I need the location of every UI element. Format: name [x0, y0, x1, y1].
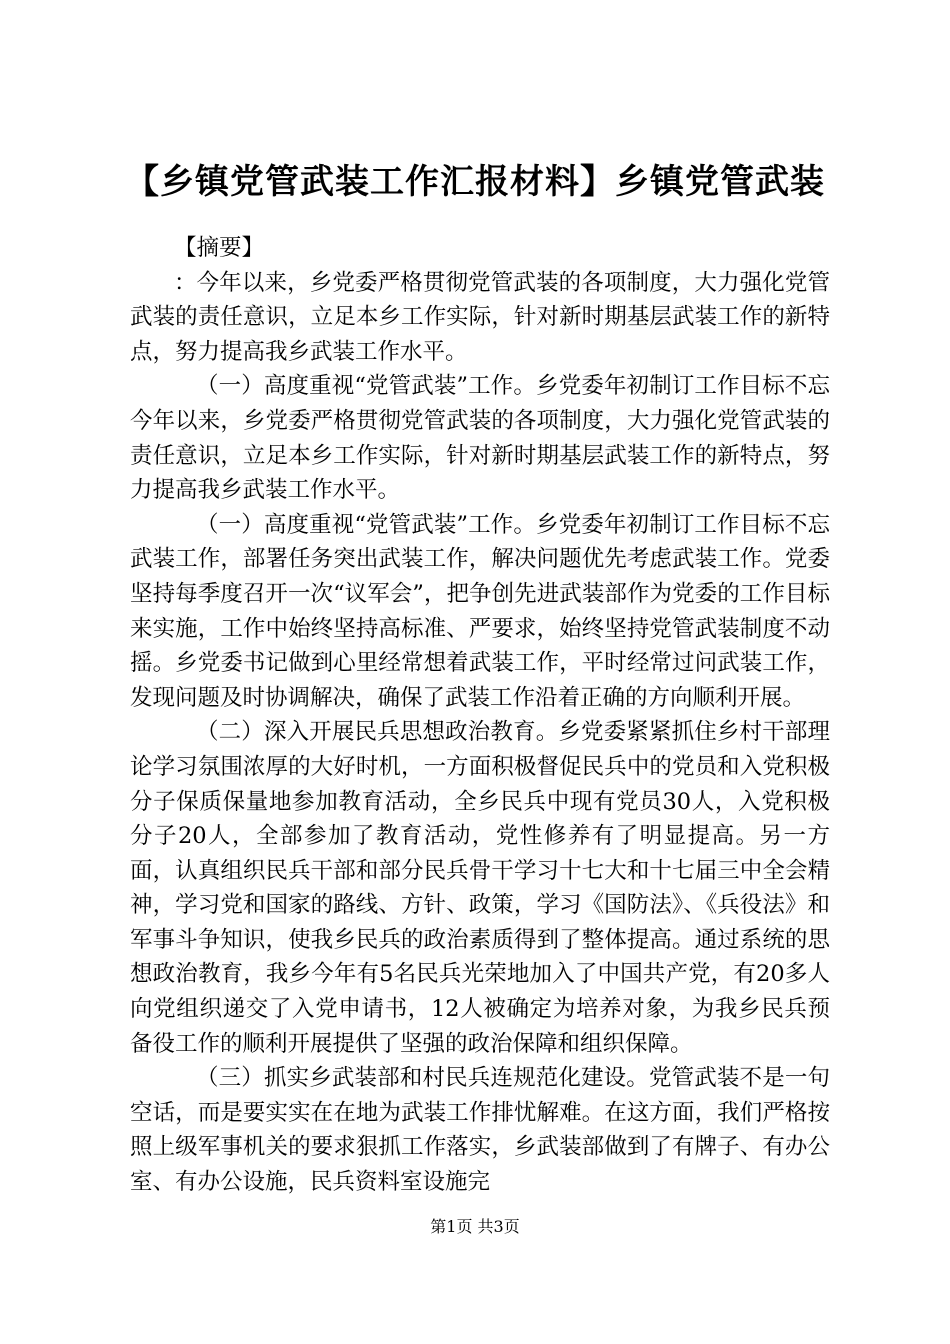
document-title: 【乡镇党管武装工作汇报材料】乡镇党管武装 — [125, 162, 825, 202]
abstract-heading: 【摘要】 — [174, 235, 265, 261]
body-paragraph: （一）高度重视“党管武装”工作。乡党委年初制订工作目标不忘武装工作，部署任务突出武装工作，解决问题优先考虑武装工作。党委坚持每季度召开一次“议军会”，把争创先进武装部作为党委的工作目标来实施，工作中始终坚持高标准、严要求，始终坚持党管武装制度不动摇。乡党委书记做到心里经常想着武装工作，平时经常过问武装工作，发现问题及时协调解决，确保了武装工作沿着正确的方向顺利开展。 — [130, 511, 830, 711]
body-paragraph: （三）抓实乡武装部和村民兵连规范化建设。党管武装不是一句空话，而是要实实在在地为武装工作排忧解难。在这方面，我们严格按照上级军事机关的要求狠抓工作落实，乡武装部做到了有牌子、有办公室、有办公设施，民兵资料室设施完 — [130, 1065, 830, 1196]
page-footer: 第1页 共3页 — [430, 1217, 520, 1236]
document-body — [130, 231, 830, 1200]
abstract-body: ：今年以来，乡党委严格贯彻党管武装的各项制度，大力强化党管武装的责任意识，立足本乡工作实际，针对新时期基层武装工作的新特点，努力提高我乡武装工作水平。 — [130, 269, 830, 365]
body-paragraph: （二）深入开展民兵思想政治教育。乡党委紧紧抓住乡村干部理论学习氛围浓厚的大好时机，一方面积极督促民兵中的党员和入党积极分子保质保量地参加教育活动，全乡民兵中现有党员30人，入党积极分子20人，全部参加了教育活动，党性修养有了明显提高。另一方面，认真组织民兵干部和部分民兵骨干学习十七大和十七届三中全会精神，学习党和国家的路线、方针、政策，学习《国防法》、《兵役法》和军事斗争知识，使我乡民兵的政治素质得到了整体提高。通过系统的思想政治教育，我乡今年有5名民兵光荣地加入了中国共产党，有20多人向党组织递交了入党申请书，12人被确定为培养对象，为我乡民兵预备役工作的顺利开展提供了坚强的政治保障和组织保障。 — [130, 719, 830, 1057]
body-paragraph: （一）高度重视“党管武装”工作。乡党委年初制订工作目标不忘今年以来，乡党委严格贯彻党管武装的各项制度，大力强化党管武装的责任意识，立足本乡工作实际，针对新时期基层武装工作的新特点，努力提高我乡武装工作水平。 — [130, 373, 830, 504]
